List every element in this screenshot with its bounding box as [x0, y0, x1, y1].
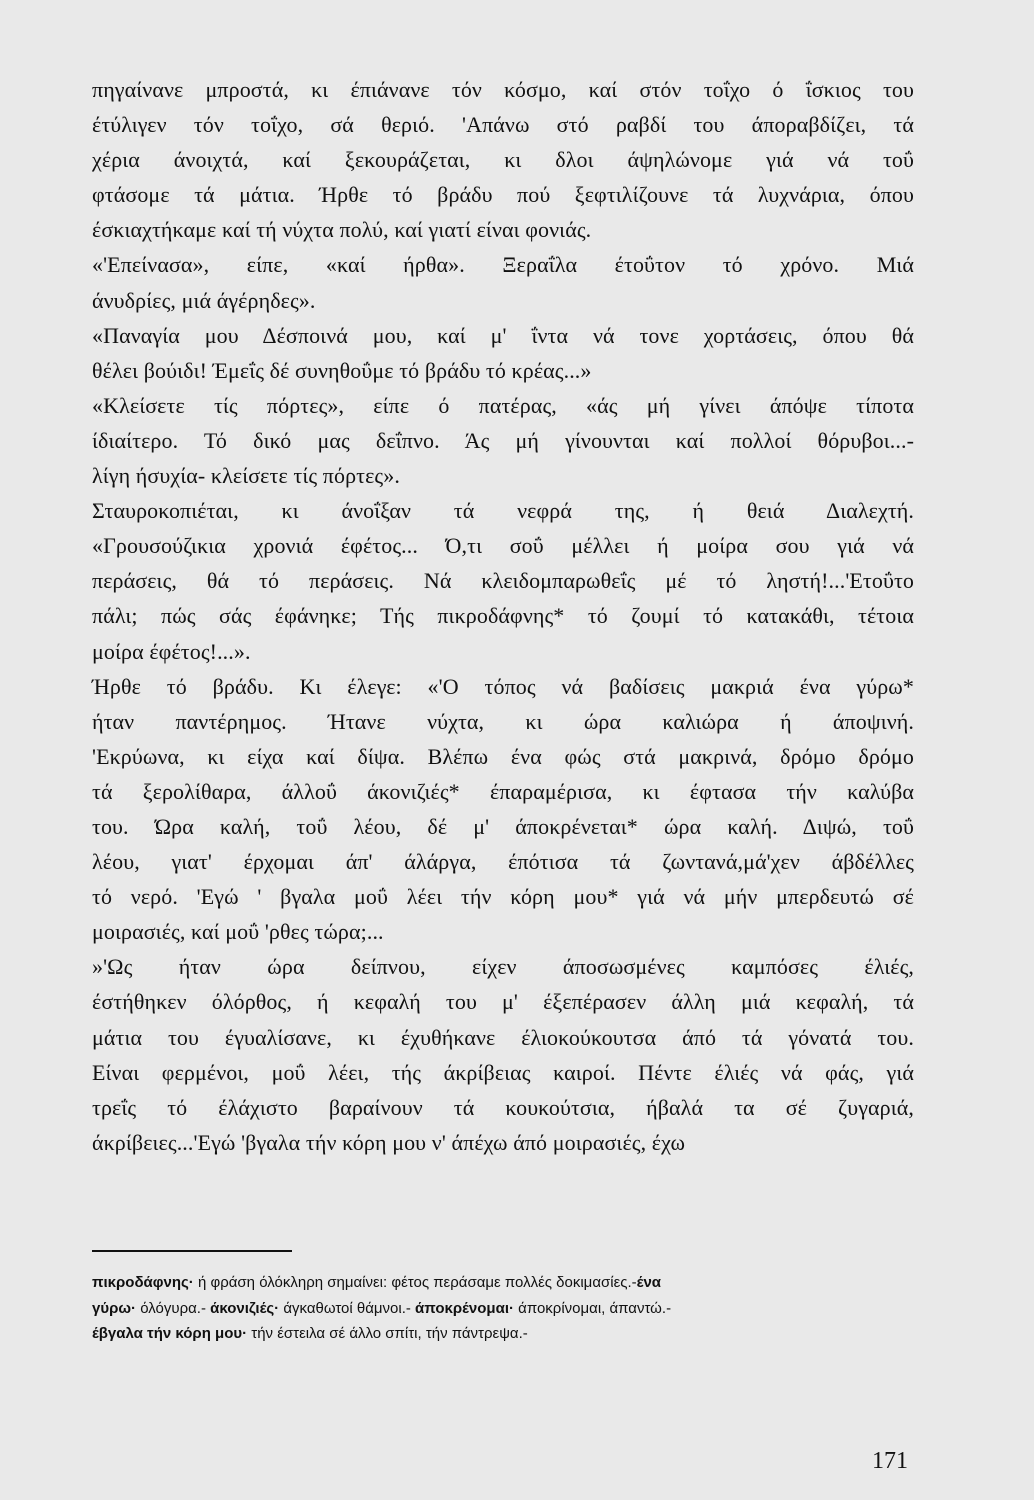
footnote-term: γύρω·: [92, 1299, 137, 1317]
text-line: «'Επείνασα», είπε, «καί ήρθα». Ξεραΐλα έτοΰτον τό χρόνο. Μιά: [92, 252, 914, 278]
text-line: Είναι φερμένοι, μοΰ λέει, τής άκρίβειας καιροί. Πέντε έλιές νά φάς, γιά: [92, 1059, 914, 1085]
footnote-term: άποκρένομαι·: [415, 1299, 514, 1317]
text-line: άνυδρίες, μιά άγέρηδες».: [92, 287, 316, 313]
text-line: λίγη ήσυχία- κλείσετε τίς πόρτες».: [92, 463, 400, 489]
text-line: «Γρουσούζικια χρονιά έφέτος... Ό,τι σοΰ μέλλει ή μοίρα σου γιά νά: [92, 533, 914, 559]
text-line: μοίρα έφέτος!...».: [92, 638, 251, 664]
footnote-definition: τήν έστειλα σέ άλλο σπίτι, τήν πάντρεψα.-: [247, 1325, 528, 1342]
text-line: περάσεις, θά τό περάσεις. Νά κλειδομπαρωθεΐς μέ τό ληστή!...'Ετοΰτο: [92, 568, 914, 594]
text-line: πηγαίνανε μπροστά, κι έπιάνανε τόν κόσμο, καί στόν τοΐχο ό ΐσκιος του: [92, 77, 914, 102]
footnote-term: άκονιζιές·: [210, 1299, 280, 1317]
text-line: έστήθηκεν όλόρθος, ή κεφαλή του μ' έξεπέρασεν άλλη μιά κεφαλή, τά: [92, 989, 914, 1015]
text-line: τά ξερολίθαρα, άλλοΰ άκονιζιές* έπαραμέρισα, κι έφτασα τήν καλύβα: [92, 778, 914, 804]
text-line: του. Ώρα καλή, τοΰ λέου, δέ μ' άποκρένεται* ώρα καλή. Διψώ, τοΰ: [92, 813, 914, 839]
text-line: ίδιαίτερο. Τό δικό μας δεΐπνο. Άς μή γίνουνται καί πολλοί θόρυβοι...-: [92, 427, 914, 453]
text-line: φτάσομε τά μάτια. Ήρθε τό βράδυ πού ξεφτιλίζουνε τά λυχνάρια, όπου: [92, 182, 914, 208]
footnote-definition: ή φράση όλόκληρη σημαίνει: φέτος περάσαμε πολλές δοκιμασίες.-: [193, 1274, 637, 1291]
text-line: Σταυροκοπιέται, κι άνοΐξαν τά νεφρά της, ή θειά Διαλεχτή.: [92, 498, 914, 524]
footnote-line: [92, 1296, 922, 1322]
footnote-term: πικροδάφνης·: [92, 1274, 194, 1291]
footnote-term: έβγαλα τήν κόρη μου·: [92, 1325, 248, 1342]
text-line: θέλει βούιδι! Έμεΐς δέ συνηθοΰμε τό βράδυ τό κρέας...»: [92, 357, 592, 383]
footnote-definition: όλόγυρα.-: [136, 1299, 211, 1317]
footnote-divider: [92, 1250, 292, 1252]
text-line: έσκιαχτήκαμε καί τή νύχτα πολύ, καί γιατί είναι φονιάς.: [92, 217, 592, 243]
text-line: τό νερό. 'Εγώ ' βγαλα μοΰ λέει τήν κόρη μου* γιά νά μήν μπερδευτώ σέ: [92, 884, 914, 910]
text-line: έτύλιγεν τόν τοΐχο, σά θεριό. 'Απάνω στό ραβδί του άποραβδίζει, τά: [92, 112, 914, 138]
text-line: μοιρασιές, καί μοΰ 'ρθες τώρα;...: [92, 919, 384, 945]
text-line: λέου, γιατ' έρχομαι άπ' άλάργα, έπότισα τά ζωντανά,μά'χεν άβδέλλες: [92, 849, 914, 875]
text-line: «Παναγία μου Δέσποινά μου, καί μ' ΐντα νά τονε χορτάσεις, όπου θά: [92, 322, 914, 348]
text-line: Ήρθε τό βράδυ. Κι έλεγε: «'Ο τόπος νά βαδίσεις μακριά ένα γύρω*: [92, 673, 914, 699]
text-line: άκρίβειες...'Εγώ 'βγαλα τήν κόρη μου ν' άπέχω άπό μοιρασιές, έχω: [92, 1129, 686, 1155]
text-line: 'Εκρύωνα, κι είχα καί δίψα. Βλέπω ένα φώς στά μακρινά, δρόμο δρόμο: [92, 743, 914, 769]
text-line: «Κλείσετε τίς πόρτες», είπε ό πατέρας, «άς μή γίνει άπόψε τίποτα: [92, 392, 914, 418]
footnote-definition: άγκαθωτοί θάμνοι.-: [279, 1299, 416, 1317]
text-line: »'Ως ήταν ώρα δείπνου, είχεν άποσωσμένες καμπόσες έλιές,: [92, 954, 914, 980]
page-number: 171: [872, 1448, 908, 1474]
footnotes: [92, 1270, 922, 1347]
text-line: χέρια άνοιχτά, καί ξεκουράζεται, κι δλοι άψηλώνομε γιά νά τοΰ: [92, 147, 914, 173]
text-line: τρεΐς τό έλάχιστο βαραίνουν τά κουκούτσια, ήβαλά τα σέ ζυγαριά,: [92, 1094, 914, 1120]
main-text: [92, 72, 914, 1160]
text-line: πάλι; πώς σάς έφάνηκε; Τής πικροδάφνης* τό ζουμί τό κατακάθι, τέτοια: [92, 603, 914, 629]
footnote-line: [92, 1270, 922, 1296]
text-line: ήταν παντέρημος. Ήτανε νύχτα, κι ώρα καλιώρα ή άποψινή.: [92, 708, 914, 734]
footnote-term: ένα: [636, 1274, 662, 1291]
footnote-definition: άποκρίνομαι, άπαντώ.-: [513, 1299, 672, 1317]
footnote-line: [92, 1321, 922, 1347]
text-line: μάτια του έγυαλίσανε, κι έχυθήκανε έλιοκούκουτσα άπό τά γόνατά του.: [92, 1024, 914, 1050]
